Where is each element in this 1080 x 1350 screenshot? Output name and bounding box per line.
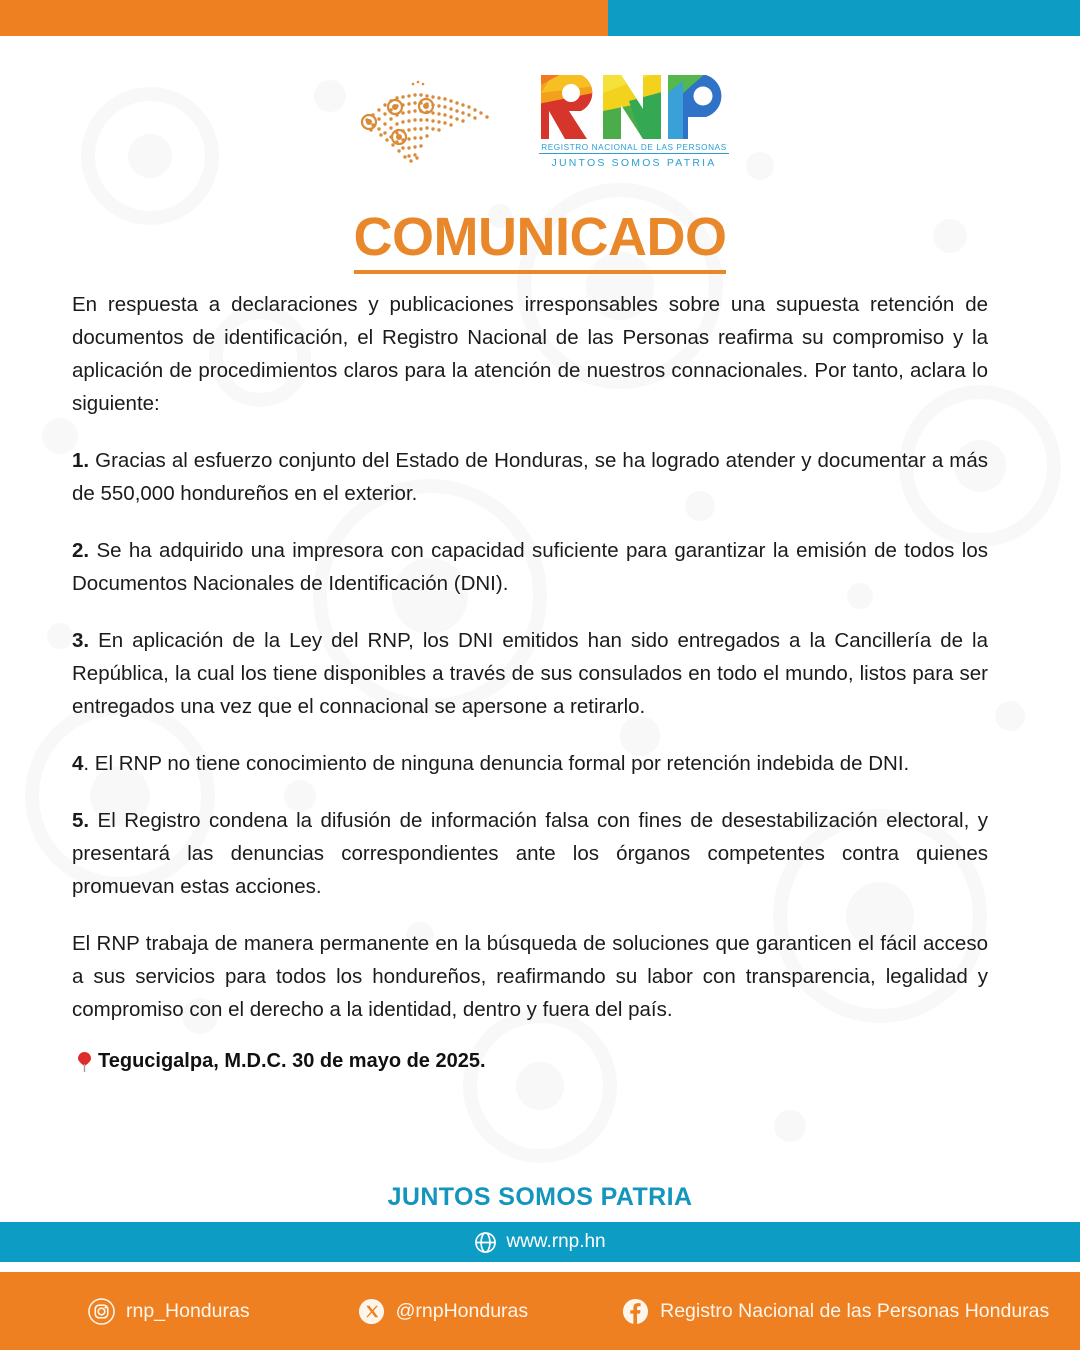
page-title-text: COMUNICADO: [354, 206, 727, 274]
item-3-number: 3.: [72, 629, 90, 652]
location-pin-icon: [78, 1052, 91, 1072]
honduras-dot-map-icon: [347, 73, 507, 173]
top-color-bar: [0, 0, 1080, 36]
closing-paragraph: El RNP trabaja de manera permanente en la búsqueda de soluciones que garanticen el fácil acceso a sus servicios para todos los hondureños, reafirmando su labor con transparencia, legalidad y compromiso con el derecho a la identidad, dentro y fuera del país.: [72, 932, 988, 1021]
numbered-item-2: [72, 534, 988, 600]
item-1-number: 1.: [72, 449, 90, 472]
social-x[interactable]: [358, 1298, 529, 1325]
social-instagram[interactable]: [88, 1298, 250, 1325]
numbered-item-5: [72, 804, 988, 903]
numbered-item-3: [72, 624, 988, 723]
item-3-text: En aplicación de la Ley del RNP, los DNI emitidos han sido entregados a la Cancillería de la República, la cual los tiene disponibles a través de sus consulados en todo el mundo, listos para ser entregados una vez que el connacional se apersone a retirarlo.: [72, 629, 988, 718]
x-twitter-icon: [358, 1298, 385, 1325]
item-2-text: Se ha adquirido una impresora con capacidad suficiente para garantizar la emisión de todos los Documentos Nacionales de Identificación (DNI).: [72, 539, 988, 595]
website-bar: [0, 1222, 1080, 1262]
item-2-number: 2.: [72, 539, 90, 562]
x-handle: @rnpHonduras: [395, 1299, 529, 1322]
social-footer: [0, 1272, 1080, 1350]
slogan-text: JUNTOS SOMOS PATRIA: [387, 1183, 693, 1211]
top-bar-orange-segment: [0, 0, 608, 36]
item-4-number: 4: [72, 752, 84, 775]
communique-body: [72, 288, 988, 1073]
item-5-number: 5.: [72, 809, 90, 832]
website-url[interactable]: www.rnp.hn: [506, 1231, 606, 1252]
rnp-wordmark-icon: [533, 71, 733, 143]
rnp-logo: [533, 71, 733, 175]
globe-icon: [474, 1231, 497, 1254]
numbered-item-4: [72, 747, 988, 780]
intro-paragraph: En respuesta a declaraciones y publicaciones irresponsables sobre una supuesta retención de documentos de identificación, el Registro Nacional de las Personas reafirma su compromiso y la aplicación de procedimientos claros para la atención de nuestros connacionales. Por tanto, aclara lo siguiente:: [72, 293, 988, 415]
place-and-date-line: [78, 1050, 988, 1073]
item-5-text: El Registro condena la difusión de información falsa con fines de desestabilización electoral, y presentará las denuncias correspondientes ante los órganos competentes contra quienes promuevan estas acciones.: [72, 809, 988, 898]
rnp-tagline-bottom: JUNTOS SOMOS PATRIA: [551, 157, 717, 169]
logo-row: [0, 68, 1080, 178]
top-bar-teal-segment: [608, 0, 1080, 36]
place-and-date-text: Tegucigalpa, M.D.C. 30 de mayo de 2025.: [98, 1050, 486, 1072]
item-4-text: . El RNP no tiene conocimiento de ninguna denuncia formal por retención indebida de DNI.: [83, 752, 910, 775]
instagram-icon: [88, 1298, 115, 1325]
page-title: [0, 206, 1080, 274]
facebook-handle: Registro Nacional de las Personas Honduras: [660, 1299, 1050, 1322]
social-facebook[interactable]: [622, 1298, 1049, 1325]
facebook-icon: [622, 1298, 649, 1325]
numbered-item-1: [72, 444, 988, 510]
item-1-text: Gracias al esfuerzo conjunto del Estado de Honduras, se ha logrado atender y documentar a más de 550,000 hondureños en el exterior.: [72, 449, 988, 505]
instagram-handle: rnp_Honduras: [126, 1299, 250, 1322]
rnp-tagline-top: REGISTRO NACIONAL DE LAS PERSONAS: [539, 143, 729, 154]
